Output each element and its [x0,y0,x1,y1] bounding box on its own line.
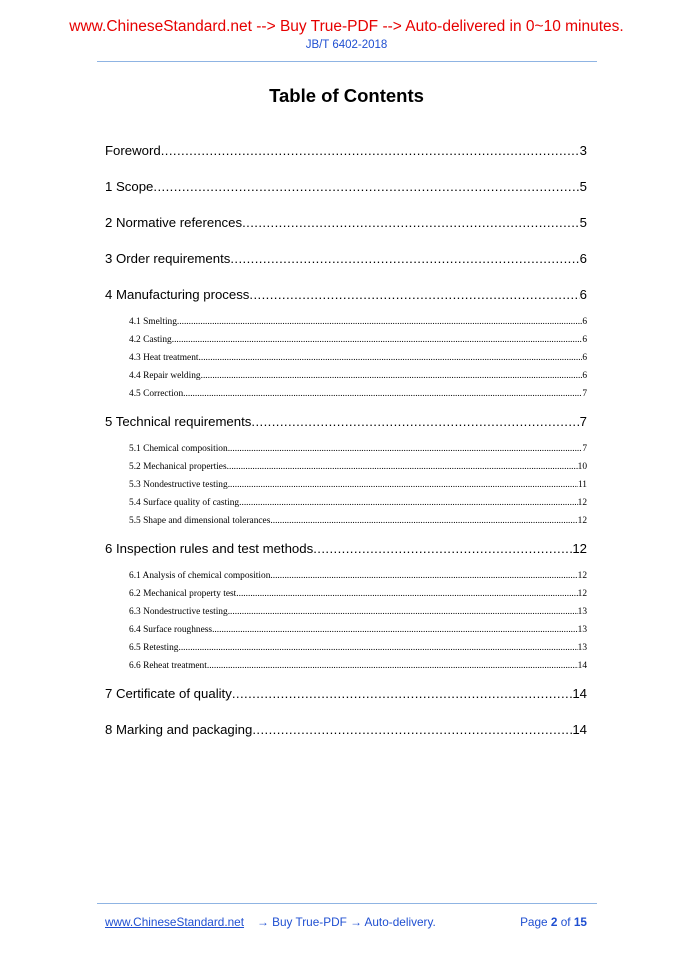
toc-section-entry[interactable] [105,251,587,267]
toc-page-number: 7 [582,389,587,399]
toc-dot-leader [153,179,579,195]
page-word: Page [520,915,548,929]
toc-entry-label: 4.5 Correction [129,389,184,399]
toc-entry-label: 2 Normative references [105,215,243,230]
page-current: 2 [550,915,558,929]
toc-dot-leader [239,497,578,509]
toc-entry-label: 3 Order requirements [105,251,231,266]
toc-subsection-entry[interactable] [129,461,587,473]
toc-entry-label: 7 Certificate of quality [105,686,232,701]
toc-subsection-entry[interactable] [129,443,587,455]
toc-page-number: 6 [582,353,587,363]
toc-dot-leader [313,541,572,557]
toc-page-number: 12 [577,589,587,599]
header-divider [97,61,597,62]
toc-section-entry[interactable] [105,686,587,702]
toc-dot-leader [236,588,577,600]
toc-subsection-entry[interactable] [129,388,587,400]
toc-page-number: 12 [577,516,587,526]
toc-page-number: 6 [579,251,587,266]
page-footer [105,914,587,930]
toc-subsection-entry[interactable] [129,642,587,654]
toc-page-number: 14 [572,686,587,701]
toc-dot-leader [228,443,583,455]
toc-subsection-entry[interactable] [129,370,587,382]
toc-page-number: 13 [577,643,587,653]
toc-page-number: 13 [577,607,587,617]
toc-section-entry[interactable] [105,541,587,557]
toc-dot-leader [183,388,582,400]
of-word: of [560,915,571,929]
page-total: 15 [573,915,587,929]
toc-entry-label: 6.4 Surface roughness [129,625,213,635]
toc-page-number: 11 [577,480,587,490]
toc-entry-label: 5 Technical requirements [105,414,252,429]
document-id: JB/T 6402-2018 [305,39,388,51]
toc-entry-label: 5.5 Shape and dimensional tolerances [129,516,271,526]
toc-entry-label: 4.1 Smelting [129,317,177,327]
toc-subsection-entry[interactable] [129,570,587,582]
toc-entry-label: 6.2 Mechanical property test [129,589,237,599]
toc-subsection-entry[interactable] [129,515,587,527]
toc-entry-label: 6.5 Retesting [129,643,179,653]
toc-page-number: 7 [582,444,587,454]
toc-subsection-entry[interactable] [129,334,587,346]
toc-page-number: 5 [579,179,587,194]
toc-section-entry[interactable] [105,414,587,430]
toc-entry-label: 1 Scope [105,179,154,194]
toc-page-number: 12 [572,541,587,556]
toc-page-number: 6 [582,317,587,327]
toc-entry-label: 6.3 Nondestructive testing [129,607,228,617]
toc-subsection-entry[interactable] [129,497,587,509]
toc-dot-leader [212,624,578,636]
toc-dot-leader [270,515,577,527]
toc-entry-label: Foreword [105,143,161,158]
toc-page-number: 7 [579,414,587,429]
toc-entry-label: 5.1 Chemical composition [129,444,228,454]
toc-entry-label: 6.1 Analysis of chemical composition [129,571,271,581]
toc-entry-label: 5.2 Mechanical properties [129,462,227,472]
toc-dot-leader [228,479,578,491]
toc-dot-leader [161,143,580,159]
toc-dot-leader [178,642,577,654]
toc-page-number: 6 [582,335,587,345]
toc-section-entry[interactable] [105,179,587,195]
footer-divider [97,903,597,904]
toc-page-number: 12 [577,571,587,581]
toc-section-entry[interactable] [105,722,587,738]
toc-dot-leader [172,334,583,346]
toc-page-number: 12 [577,498,587,508]
toc-section-entry[interactable] [105,143,587,159]
toc-entry-label: 4 Manufacturing process [105,287,250,302]
page-title: Table of Contents [269,85,424,106]
toc-page-number: 14 [577,661,587,671]
toc-entry-label: 4.4 Repair welding [129,371,201,381]
toc-page-number: 13 [577,625,587,635]
toc-page-number: 6 [579,287,587,302]
page-indicator [520,914,587,930]
footer-cta: → Buy True-PDF → Auto-delivery. [257,915,436,929]
toc-dot-leader [207,660,578,672]
toc-entry-label: 4.3 Heat treatment [129,353,199,363]
toc-dot-leader [249,287,579,303]
toc-section-entry[interactable] [105,287,587,303]
toc-dot-leader [270,570,577,582]
toc-dot-leader [251,414,579,430]
toc-dot-leader [228,606,578,618]
toc-entry-label: 4.2 Casting [129,335,172,345]
toc-subsection-entry[interactable] [129,660,587,672]
toc-dot-leader [232,686,573,702]
toc-page-number: 5 [579,215,587,230]
toc-entry-label: 5.4 Surface quality of casting [129,498,240,508]
toc-entry-label: 5.3 Nondestructive testing [129,480,228,490]
toc-dot-leader [252,722,572,738]
toc-subsection-entry[interactable] [129,606,587,618]
toc-page-number: 6 [582,371,587,381]
toc-page-number: 14 [572,722,587,737]
toc-page-number: 10 [577,462,587,472]
toc-subsection-entry[interactable] [129,588,587,600]
toc-dot-leader [177,316,582,328]
toc-subsection-entry[interactable] [129,352,587,364]
footer-website-link[interactable]: www.ChineseStandard.net [105,915,245,929]
toc-entry-label: 8 Marking and packaging [105,722,253,737]
toc-entry-label: 6 Inspection rules and test methods [105,541,314,556]
toc-dot-leader [230,251,579,267]
toc-subsection-entry[interactable] [129,624,587,636]
toc-subsection-entry[interactable] [129,316,587,328]
promo-banner[interactable]: www.ChineseStandard.net --> Buy True-PDF --> Auto-delivered in 0~10 minutes. [69,18,624,35]
toc-subsection-entry[interactable] [129,479,587,491]
toc-dot-leader [242,215,580,231]
toc-entry-label: 6.6 Reheat treatment [129,661,207,671]
toc-page-number: 3 [579,143,587,158]
toc-dot-leader [227,461,578,473]
toc-dot-leader [201,370,583,382]
toc-dot-leader [199,352,583,364]
toc-section-entry[interactable] [105,215,587,231]
